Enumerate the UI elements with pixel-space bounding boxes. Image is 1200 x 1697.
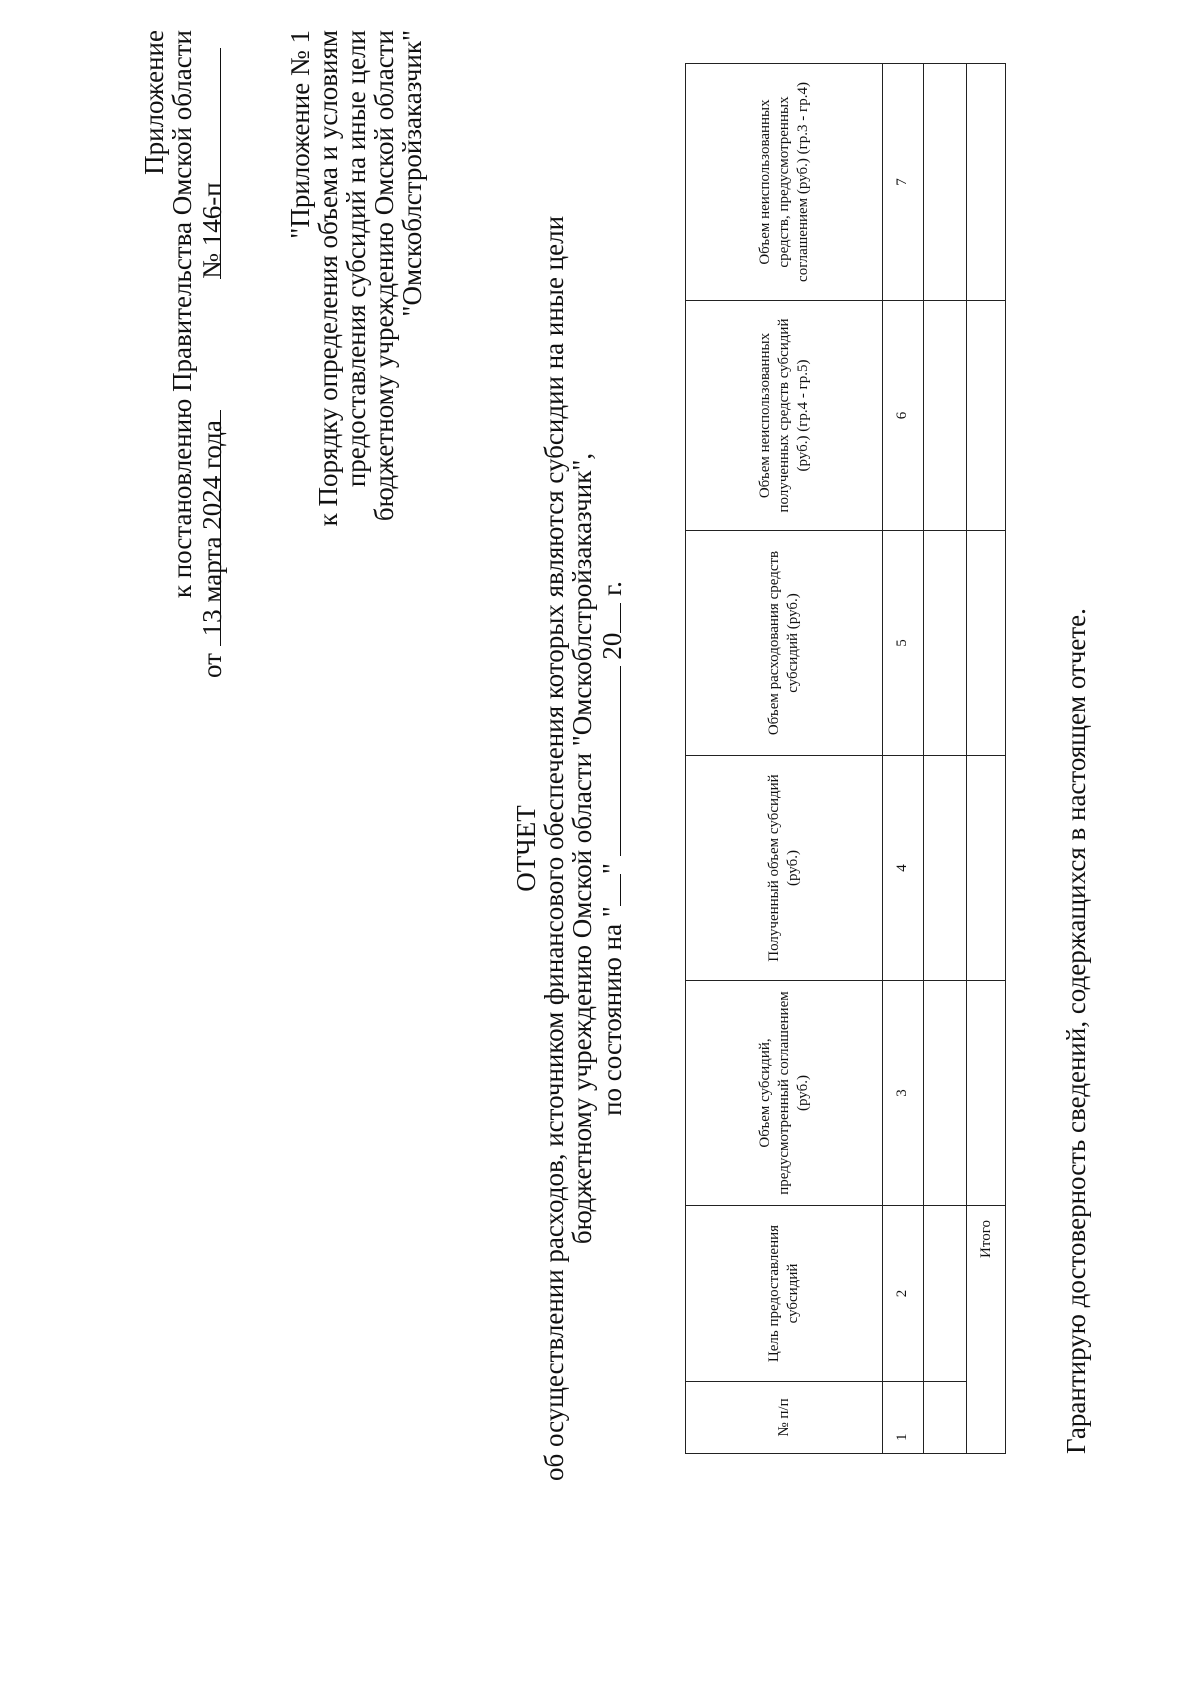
column-number-cell: 2 (883, 1206, 924, 1382)
column-number-cell: 4 (883, 756, 924, 981)
column-number-cell: 3 (883, 981, 924, 1206)
column-number-cell: 7 (883, 64, 924, 301)
table-cell (923, 1206, 966, 1382)
report-subtitle-line1: об осуществлении расходов, источником финансового обеспечения которых являются субсидии на иные цели (539, 215, 569, 1482)
header-cell: Объем неиспользованных средств, предусмотренных соглашением (руб.) (гр.3 - гр.4) (686, 64, 883, 301)
prior-appendix-line5: "Омскоблстройзаказчик" (397, 30, 427, 317)
table-cell (967, 64, 1006, 301)
table-column-number-row (883, 64, 924, 1454)
appendix-date: 13 марта 2024 года (197, 420, 227, 637)
table-cell (967, 301, 1006, 531)
report-date-line (596, 0, 628, 1697)
header-cell: Объем субсидий, предусмотренный соглашением (руб.) (686, 981, 883, 1206)
report-day-field (596, 874, 621, 906)
column-number-cell: 1 (883, 1382, 924, 1454)
appendix-title: Приложение (139, 30, 169, 175)
report-date-quote: " (597, 863, 627, 875)
report-subtitle-line2: бюджетному учреждению Омской области "Омскоблстройзаказчик", (567, 452, 597, 1245)
appendix-number-field (196, 48, 227, 279)
table-cell (923, 531, 966, 756)
report-title: ОТЧЕТ (511, 805, 541, 892)
report-table (685, 63, 1006, 1454)
header-cell: Объем неиспользованных полученных средств субсидий (руб.) (гр.4 - гр.5) (686, 301, 883, 531)
report-year-prefix: 20 (597, 632, 627, 660)
appendix-date-prefix: от (197, 653, 227, 678)
prior-appendix-line4: бюджетному учреждению Омской области (369, 30, 399, 522)
appendix-date-number-line (196, 39, 228, 678)
table-cell (923, 981, 966, 1206)
table-cell (967, 531, 1006, 756)
header-cell: Цель предоставления субсидий (686, 1206, 883, 1382)
prior-appendix-line3: предоставления субсидий на иные цели (341, 30, 371, 488)
total-label-cell: Итого (967, 1206, 1006, 1454)
table-row (923, 64, 966, 1454)
guarantee-statement: Гарантирую достоверность сведений, содержащихся в настоящем отчете. (1061, 608, 1091, 1454)
report-year-suffix: г. (597, 581, 627, 596)
report-date-prefix: по состоянию на " (597, 906, 627, 1116)
column-number-cell: 5 (883, 531, 924, 756)
report-month-field (596, 666, 621, 856)
prior-appendix-line2: к Порядку определения объема и условиям (313, 30, 343, 527)
header-cell: Полученный объем субсидий (руб.) (686, 756, 883, 981)
prior-appendix-title: "Приложение № 1 (285, 30, 315, 239)
table-header-row (686, 64, 883, 1454)
appendix-number-prefix: № (197, 253, 227, 279)
table-cell (923, 301, 966, 531)
header-cell: № п/п (686, 1382, 883, 1454)
table-cell (923, 1382, 966, 1454)
table-total-row (967, 64, 1006, 1454)
header-cell: Объем расходования средств субсидий (руб.) (686, 531, 883, 756)
column-number-cell: 6 (883, 301, 924, 531)
table-cell (923, 64, 966, 301)
appendix-date-field (196, 410, 227, 646)
table-cell (967, 756, 1006, 981)
table-cell (967, 981, 1006, 1206)
table-cell (923, 756, 966, 981)
appendix-number: 146-п (197, 182, 227, 247)
report-year-field (596, 603, 621, 633)
appendix-resolution-line: к постановлению Правительства Омской области (167, 30, 197, 599)
